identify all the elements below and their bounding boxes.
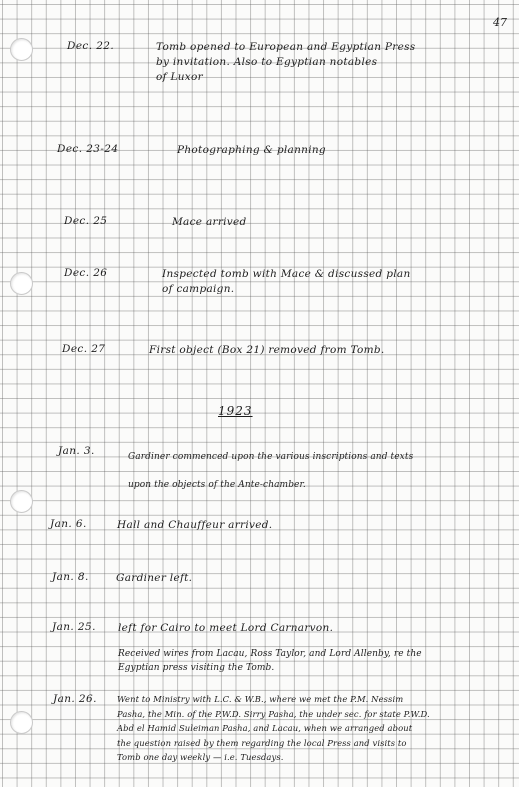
entry-text: [149, 343, 499, 358]
entry-line: Inspected tomb with Mace & discussed plan: [162, 268, 411, 280]
entry-text: [118, 647, 503, 675]
entry-date: Jan. 3.: [58, 445, 95, 457]
entry-line: Received wires from Lacau, Ross Taylor, and Lord Allenby, re the: [118, 649, 422, 659]
entry-line: First object (Box 21) removed from Tomb.: [149, 344, 385, 356]
year-heading: 1923: [218, 404, 253, 418]
entry-date: Jan. 25.: [52, 621, 96, 633]
binder-hole: [10, 490, 33, 513]
binder-hole: [10, 38, 33, 61]
entry-line: Went to Ministry with L.C. & W.B., where we met the P.M. Nessim: [117, 694, 404, 704]
entry-line: Gardiner left.: [116, 572, 193, 584]
binder-hole: [10, 272, 33, 295]
entry-line: Tomb one day weekly — i.e. Tuesdays.: [117, 752, 284, 763]
entry-text: [128, 443, 498, 499]
entry-date: Dec. 25: [64, 215, 108, 227]
entry-text: [117, 518, 457, 533]
entry-line: Hall and Chauffeur arrived.: [117, 519, 273, 531]
entry-date: Dec. 22.: [67, 40, 115, 52]
entry-text: [116, 571, 416, 586]
entry-date: Jan. 8.: [52, 571, 89, 583]
entry-line: Photographing & planning: [177, 144, 326, 156]
entry-line: of campaign.: [162, 283, 235, 295]
entry-text: [177, 143, 497, 158]
entry-line: left for Cairo to meet Lord Carnarvon.: [118, 622, 334, 634]
entry-date: Jan. 26.: [53, 693, 97, 705]
entry-line: Gardiner commenced upon the various inscriptions and texts: [128, 452, 414, 462]
entry-text: [117, 692, 507, 765]
entry-text: [172, 215, 492, 230]
entry-line: upon the objects of the Ante-chamber.: [128, 480, 306, 490]
entry-line: Tomb opened to European and Egyptian Press: [156, 41, 416, 53]
page-number: 47: [493, 16, 507, 29]
entry-line: the question raised by them regarding the local Press and visits to: [117, 737, 407, 748]
entry-date: Dec. 23-24: [57, 143, 119, 155]
entry-text: [162, 267, 502, 297]
entry-line: by invitation. Also to Egyptian notables: [156, 56, 378, 68]
entry-line: Abd el Hamid Suleiman Pasha, and Lacau, when we arranged about: [117, 723, 413, 734]
entry-text: [156, 40, 506, 85]
entry-date: Jan. 6.: [50, 518, 87, 530]
entry-line: of Luxor: [156, 71, 203, 83]
entry-line: Egyptian press visiting the Tomb.: [118, 663, 275, 674]
entry-text: [118, 621, 468, 636]
entry-date: Dec. 27: [62, 343, 106, 355]
binder-hole: [10, 711, 33, 734]
entry-line: Mace arrived: [172, 216, 247, 228]
entry-line: Pasha, the Min. of the P.W.D. Sirry Pasha, the under sec. for state P.W.D.: [117, 708, 430, 719]
entry-date: Dec. 26: [64, 267, 108, 279]
